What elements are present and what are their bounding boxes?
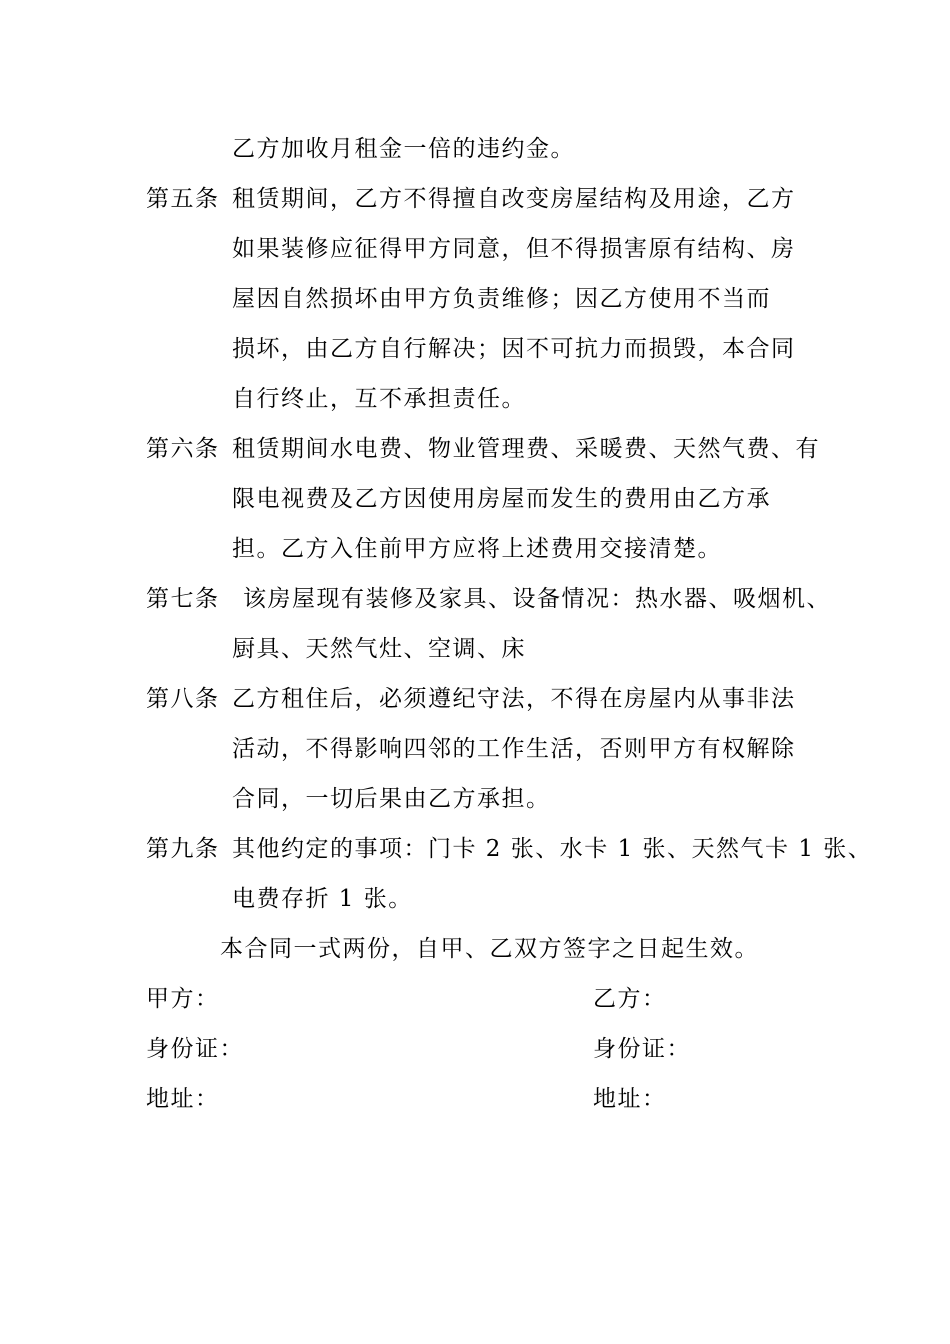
article-5-line-5: 自行终止，互不承担责任。 (232, 386, 526, 412)
article-6-label: 第六条 (146, 436, 220, 462)
party-a-id-label: 身份证： (146, 1036, 244, 1062)
article-8-line-3: 合同，一切后果由乙方承担。 (232, 786, 551, 812)
article-7-line-2: 厨具、天然气灶、空调、床 (232, 636, 526, 662)
article-9-line-1: 其他约定的事项：门卡 2 张、水卡 1 张、天然气卡 1 张、 (232, 836, 873, 862)
article-5-label: 第五条 (146, 186, 220, 212)
continuation-line: 乙方加收月租金一倍的违约金。 (232, 136, 575, 162)
article-5-line-2: 如果装修应征得甲方同意，但不得损害原有结构、房 (232, 236, 796, 262)
article-6-line-3: 担。乙方入住前甲方应将上述费用交接清楚。 (232, 536, 722, 562)
article-8-line-2: 活动，不得影响四邻的工作生活，否则甲方有权解除 (232, 736, 796, 762)
article-5-line-4: 损坏，由乙方自行解决；因不可抗力而损毁，本合同 (232, 336, 796, 362)
article-9-line-2: 电费存折 1 张。 (232, 886, 413, 912)
party-a-label: 甲方： (146, 986, 220, 1012)
party-b-id-label: 身份证： (593, 1036, 691, 1062)
article-7-line-1: 该房屋现有装修及家具、设备情况：热水器、吸烟机、 (243, 586, 831, 612)
party-b-label: 乙方： (593, 986, 667, 1012)
article-9-label: 第九条 (146, 836, 220, 862)
party-b-address-label: 地址： (593, 1086, 667, 1112)
closing-statement: 本合同一式两份，自甲、乙双方签字之日起生效。 (220, 936, 759, 962)
party-a-address-label: 地址： (146, 1086, 220, 1112)
article-7-label: 第七条 (146, 586, 220, 612)
article-6-line-1: 租赁期间水电费、物业管理费、采暖费、天然气费、有 (232, 436, 820, 462)
article-8-label: 第八条 (146, 686, 220, 712)
article-8-line-1: 乙方租住后，必须遵纪守法，不得在房屋内从事非法 (232, 686, 796, 712)
article-5-line-3: 屋因自然损坏由甲方负责维修；因乙方使用不当而 (232, 286, 771, 312)
article-6-line-2: 限电视费及乙方因使用房屋而发生的费用由乙方承 (232, 486, 771, 512)
article-5-line-1: 租赁期间，乙方不得擅自改变房屋结构及用途，乙方 (232, 186, 796, 212)
